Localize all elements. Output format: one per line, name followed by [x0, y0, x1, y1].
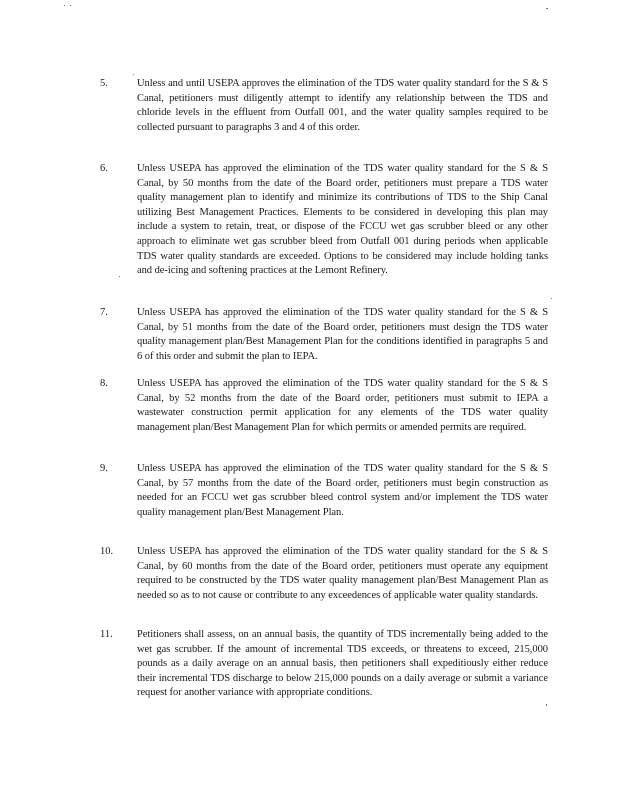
item-text: Unless USEPA has approved the elimination of the TDS water quality standard for the S & S Canal, by 57 months from the date of the Board order, petitioners must begin construction as needed for an FCCU wet gas scrubber bleed control system and/or implement the TDS water quality management plan/Best Management Plan.: [137, 463, 548, 518]
scan-speck: [551, 298, 552, 299]
item-text: Unless USEPA has approved the elimination of the TDS water quality standard for the S & S Canal, by 60 months from the date of the Board order, petitioners must operate any equipment required to be constructed by the TDS water quality management plan/Best Management Plan as needed so as to not cause or contribute to any exceedences of applicable water quality standards.: [137, 546, 548, 601]
item-text: Unless and until USEPA approves the elimination of the TDS water quality standard for the S & S Canal, petitioners must diligently attempt to identify any relationship between the TDS and chloride levels in the effluent from Outfall 001, and the water quality samples required to be collected pursuant to paragraphs 3 and 4 of this order.: [137, 78, 548, 133]
scan-speck: [133, 74, 134, 75]
item-text: Unless USEPA has approved the elimination of the TDS water quality standard for the S & S Canal, by 52 months from the date of the Board order, petitioners must submit to IEPA a wastewater construction permit application for any elements of the TDS water quality management plan/Best Management Plan for which permits or amended permits are required.: [137, 378, 548, 433]
item-number: 11.: [100, 629, 113, 640]
scan-speck: [119, 276, 120, 277]
scan-speck: [546, 704, 547, 706]
item-number: 5.: [100, 78, 108, 89]
item-number: 9.: [100, 463, 108, 474]
scan-speck: [70, 5, 71, 6]
item-text: Petitioners shall assess, on an annual basis, the quantity of TDS incrementally being added to the wet gas scrubber. If the amount of incremental TDS exceeds, or threatens to exceed, 215,000 pounds as a daily average on an annual basis, then petitioners shall expeditiously either reduce their incremental TDS discharge to below 215,000 pounds on a daily average or submit a variance request for another variance with appropriate conditions.: [137, 629, 548, 699]
item-text: Unless USEPA has approved the elimination of the TDS water quality standard for the S & S Canal, by 51 months from the date of the Board order, petitioners must design the TDS water quality management plan/Best Management Plan for the conditions identified in paragraphs 5 and 6 of this order and submit the plan to IEPA.: [137, 307, 548, 362]
item-number: 10.: [100, 546, 114, 557]
item-number: 7.: [100, 307, 108, 318]
item-number: 6.: [100, 163, 108, 174]
item-number: 8.: [100, 378, 108, 389]
scan-speck: [64, 5, 65, 6]
scan-speck: [546, 8, 548, 9]
item-text: Unless USEPA has approved the elimination of the TDS water quality standard for the S & S Canal, by 50 months from the date of the Board order, petitioners must prepare a TDS water quality management plan to identify and minimize its contributions of TDS to the Ship Canal utilizing Best Management Practices. Elements to be considered in developing this plan may include a system to retain, treat, or dispose of the FCCU wet gas scrubber bleed or any other approach to eliminate wet gas scrubber bleed from Outfall 001 during periods when applicable TDS water quality standards are exceeded. Options to be considered may include holding tanks and de-icing and softening practices at the Lemont Refinery.: [137, 163, 548, 277]
